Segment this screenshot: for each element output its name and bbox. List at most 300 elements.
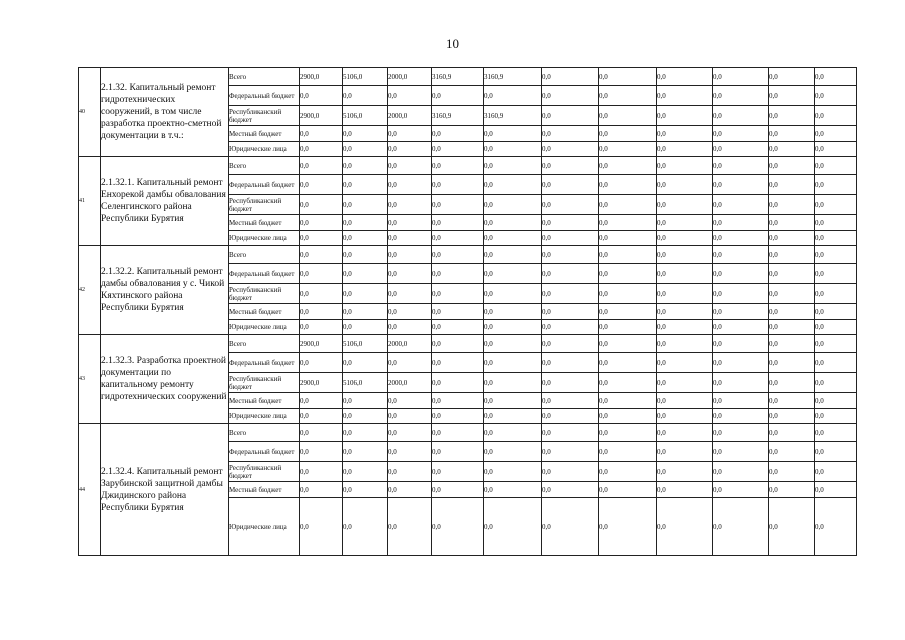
value-cell: 0,0 <box>484 335 542 353</box>
value-cell: 0,0 <box>599 157 657 175</box>
value-cell: 0,0 <box>343 86 388 106</box>
value-cell: 2000,0 <box>388 106 432 126</box>
value-cell: 0,0 <box>432 284 484 304</box>
value-cell: 0,0 <box>713 175 769 195</box>
value-cell: 0,0 <box>815 195 857 215</box>
value-cell: 0,0 <box>542 195 599 215</box>
value-cell: 0,0 <box>484 284 542 304</box>
value-cell: 0,0 <box>484 482 542 498</box>
value-cell: 0,0 <box>432 157 484 175</box>
value-cell: 0,0 <box>542 498 599 556</box>
row-number: 40 <box>79 68 101 157</box>
value-cell: 0,0 <box>657 320 713 335</box>
value-cell: 0,0 <box>388 175 432 195</box>
value-cell: 0,0 <box>343 462 388 482</box>
row-number: 44 <box>79 424 101 556</box>
value-cell: 0,0 <box>815 498 857 556</box>
value-cell: 2900,0 <box>300 68 343 86</box>
value-cell: 0,0 <box>769 142 815 157</box>
row-number: 43 <box>79 335 101 424</box>
value-cell: 0,0 <box>300 482 343 498</box>
value-cell: 0,0 <box>432 393 484 409</box>
value-cell: 3160,9 <box>432 68 484 86</box>
value-cell: 0,0 <box>713 264 769 284</box>
value-cell: 0,0 <box>432 482 484 498</box>
funding-source: Юридические лица <box>229 142 300 157</box>
value-cell: 0,0 <box>599 320 657 335</box>
table-row <box>79 246 857 264</box>
value-cell: 0,0 <box>300 284 343 304</box>
value-cell: 0,0 <box>300 215 343 231</box>
value-cell: 0,0 <box>432 424 484 442</box>
measure-name: 2.1.32.4. Капитальный ремонт Зарубинской защитной дамбы Джидинского района Республики Бурятия <box>101 424 229 556</box>
funding-source: Юридические лица <box>229 409 300 424</box>
value-cell: 0,0 <box>432 126 484 142</box>
funding-source: Всего <box>229 246 300 264</box>
value-cell: 0,0 <box>432 231 484 246</box>
value-cell: 0,0 <box>388 320 432 335</box>
value-cell: 0,0 <box>599 86 657 106</box>
value-cell: 2900,0 <box>300 106 343 126</box>
value-cell: 0,0 <box>484 264 542 284</box>
funding-source: Республиканский бюджет <box>229 462 300 482</box>
value-cell: 0,0 <box>300 353 343 373</box>
value-cell: 0,0 <box>432 264 484 284</box>
value-cell: 3160,9 <box>432 106 484 126</box>
value-cell: 0,0 <box>713 231 769 246</box>
value-cell: 0,0 <box>542 320 599 335</box>
value-cell: 0,0 <box>542 142 599 157</box>
value-cell: 0,0 <box>542 393 599 409</box>
value-cell: 0,0 <box>599 462 657 482</box>
value-cell: 0,0 <box>769 195 815 215</box>
value-cell: 0,0 <box>432 246 484 264</box>
value-cell: 0,0 <box>815 106 857 126</box>
value-cell: 0,0 <box>599 409 657 424</box>
value-cell: 0,0 <box>542 373 599 393</box>
value-cell: 0,0 <box>769 215 815 231</box>
value-cell: 0,0 <box>713 462 769 482</box>
value-cell: 0,0 <box>657 424 713 442</box>
value-cell: 0,0 <box>713 126 769 142</box>
value-cell: 0,0 <box>657 264 713 284</box>
value-cell: 0,0 <box>657 462 713 482</box>
funding-source: Всего <box>229 68 300 86</box>
value-cell: 0,0 <box>713 86 769 106</box>
value-cell: 0,0 <box>599 195 657 215</box>
value-cell: 0,0 <box>388 409 432 424</box>
value-cell: 0,0 <box>432 409 484 424</box>
value-cell: 0,0 <box>388 498 432 556</box>
value-cell: 0,0 <box>657 304 713 320</box>
value-cell: 0,0 <box>657 284 713 304</box>
value-cell: 0,0 <box>484 195 542 215</box>
value-cell: 0,0 <box>657 195 713 215</box>
value-cell: 0,0 <box>815 353 857 373</box>
value-cell: 0,0 <box>769 264 815 284</box>
value-cell: 0,0 <box>599 482 657 498</box>
value-cell: 0,0 <box>713 335 769 353</box>
value-cell: 0,0 <box>432 175 484 195</box>
value-cell: 0,0 <box>815 320 857 335</box>
value-cell: 0,0 <box>769 424 815 442</box>
funding-source: Федеральный бюджет <box>229 353 300 373</box>
value-cell: 0,0 <box>599 231 657 246</box>
value-cell: 0,0 <box>713 498 769 556</box>
value-cell: 0,0 <box>815 335 857 353</box>
value-cell: 0,0 <box>769 442 815 462</box>
value-cell: 0,0 <box>343 409 388 424</box>
funding-source: Федеральный бюджет <box>229 86 300 106</box>
value-cell: 0,0 <box>432 442 484 462</box>
value-cell: 0,0 <box>657 126 713 142</box>
value-cell: 0,0 <box>769 106 815 126</box>
value-cell: 0,0 <box>343 424 388 442</box>
value-cell: 0,0 <box>542 215 599 231</box>
value-cell: 0,0 <box>388 462 432 482</box>
value-cell: 0,0 <box>599 68 657 86</box>
value-cell: 0,0 <box>388 304 432 320</box>
funding-source: Всего <box>229 157 300 175</box>
value-cell: 0,0 <box>432 373 484 393</box>
value-cell: 0,0 <box>343 246 388 264</box>
value-cell: 0,0 <box>599 393 657 409</box>
value-cell: 2900,0 <box>300 373 343 393</box>
row-number: 42 <box>79 246 101 335</box>
value-cell: 0,0 <box>300 498 343 556</box>
value-cell: 0,0 <box>343 442 388 462</box>
table-body <box>79 68 857 556</box>
value-cell: 0,0 <box>657 106 713 126</box>
value-cell: 3160,9 <box>484 106 542 126</box>
value-cell: 0,0 <box>432 86 484 106</box>
value-cell: 0,0 <box>388 424 432 442</box>
funding-source: Республиканский бюджет <box>229 106 300 126</box>
funding-source: Местный бюджет <box>229 393 300 409</box>
value-cell: 0,0 <box>599 175 657 195</box>
measure-name: 2.1.32.2. Капитальный ремонт дамбы обвалования у с. Чикой Кяхтинского района Республики Бурятия <box>101 246 229 335</box>
value-cell: 0,0 <box>388 442 432 462</box>
value-cell: 0,0 <box>484 126 542 142</box>
value-cell: 0,0 <box>599 246 657 264</box>
funding-source: Республиканский бюджет <box>229 373 300 393</box>
value-cell: 0,0 <box>713 195 769 215</box>
value-cell: 0,0 <box>343 264 388 284</box>
value-cell: 0,0 <box>599 373 657 393</box>
value-cell: 0,0 <box>343 304 388 320</box>
measure-name: 2.1.32. Капитальный ремонт гидротехнических сооружений, в том числе разработка проектно-сметной документации в т.ч.: <box>101 68 229 157</box>
value-cell: 2900,0 <box>300 335 343 353</box>
value-cell: 0,0 <box>542 284 599 304</box>
value-cell: 0,0 <box>769 86 815 106</box>
value-cell: 0,0 <box>388 231 432 246</box>
funding-source: Республиканский бюджет <box>229 195 300 215</box>
value-cell: 0,0 <box>343 215 388 231</box>
value-cell: 0,0 <box>388 284 432 304</box>
value-cell: 0,0 <box>815 409 857 424</box>
funding-source: Местный бюджет <box>229 482 300 498</box>
value-cell: 0,0 <box>815 246 857 264</box>
value-cell: 0,0 <box>484 246 542 264</box>
value-cell: 0,0 <box>815 482 857 498</box>
value-cell: 0,0 <box>542 246 599 264</box>
value-cell: 0,0 <box>769 284 815 304</box>
value-cell: 0,0 <box>484 175 542 195</box>
value-cell: 0,0 <box>388 86 432 106</box>
value-cell: 0,0 <box>388 482 432 498</box>
table-row <box>79 68 857 86</box>
value-cell: 0,0 <box>388 264 432 284</box>
measure-name: 2.1.32.1. Капитальный ремонт Енхорекой дамбы обвалования Селенгинского района Республики Бурятия <box>101 157 229 246</box>
funding-source: Республиканский бюджет <box>229 284 300 304</box>
funding-source: Местный бюджет <box>229 215 300 231</box>
funding-source: Юридические лица <box>229 320 300 335</box>
value-cell: 0,0 <box>815 373 857 393</box>
value-cell: 0,0 <box>657 498 713 556</box>
value-cell: 0,0 <box>599 264 657 284</box>
value-cell: 0,0 <box>713 284 769 304</box>
value-cell: 0,0 <box>713 246 769 264</box>
value-cell: 0,0 <box>343 157 388 175</box>
value-cell: 0,0 <box>432 462 484 482</box>
value-cell: 0,0 <box>769 231 815 246</box>
value-cell: 0,0 <box>769 246 815 264</box>
value-cell: 0,0 <box>599 335 657 353</box>
value-cell: 0,0 <box>657 142 713 157</box>
value-cell: 0,0 <box>484 215 542 231</box>
funding-source: Всего <box>229 424 300 442</box>
value-cell: 0,0 <box>769 373 815 393</box>
value-cell: 0,0 <box>542 353 599 373</box>
value-cell: 5106,0 <box>343 373 388 393</box>
funding-source: Федеральный бюджет <box>229 264 300 284</box>
value-cell: 0,0 <box>484 498 542 556</box>
funding-source: Юридические лица <box>229 231 300 246</box>
value-cell: 5106,0 <box>343 106 388 126</box>
value-cell: 0,0 <box>432 142 484 157</box>
table-row <box>79 157 857 175</box>
value-cell: 0,0 <box>343 284 388 304</box>
value-cell: 0,0 <box>343 175 388 195</box>
value-cell: 0,0 <box>599 424 657 442</box>
value-cell: 0,0 <box>815 231 857 246</box>
value-cell: 0,0 <box>713 424 769 442</box>
value-cell: 3160,9 <box>484 68 542 86</box>
value-cell: 0,0 <box>769 462 815 482</box>
value-cell: 0,0 <box>484 442 542 462</box>
value-cell: 0,0 <box>343 126 388 142</box>
value-cell: 0,0 <box>542 482 599 498</box>
value-cell: 0,0 <box>769 304 815 320</box>
value-cell: 0,0 <box>713 142 769 157</box>
value-cell: 0,0 <box>599 498 657 556</box>
value-cell: 2000,0 <box>388 68 432 86</box>
value-cell: 0,0 <box>599 215 657 231</box>
value-cell: 0,0 <box>300 393 343 409</box>
value-cell: 0,0 <box>815 264 857 284</box>
value-cell: 0,0 <box>815 142 857 157</box>
value-cell: 0,0 <box>432 353 484 373</box>
value-cell: 0,0 <box>300 320 343 335</box>
value-cell: 0,0 <box>713 215 769 231</box>
value-cell: 0,0 <box>300 175 343 195</box>
value-cell: 5106,0 <box>343 68 388 86</box>
value-cell: 0,0 <box>343 498 388 556</box>
value-cell: 0,0 <box>388 157 432 175</box>
value-cell: 0,0 <box>599 353 657 373</box>
value-cell: 0,0 <box>388 393 432 409</box>
value-cell: 0,0 <box>769 393 815 409</box>
value-cell: 0,0 <box>542 175 599 195</box>
value-cell: 0,0 <box>599 106 657 126</box>
value-cell: 0,0 <box>815 442 857 462</box>
value-cell: 0,0 <box>769 320 815 335</box>
value-cell: 0,0 <box>769 482 815 498</box>
value-cell: 0,0 <box>769 335 815 353</box>
value-cell: 0,0 <box>657 335 713 353</box>
value-cell: 0,0 <box>815 304 857 320</box>
table-row <box>79 424 857 442</box>
value-cell: 0,0 <box>657 373 713 393</box>
value-cell: 0,0 <box>599 304 657 320</box>
value-cell: 0,0 <box>815 175 857 195</box>
funding-source: Местный бюджет <box>229 126 300 142</box>
row-number: 41 <box>79 157 101 246</box>
value-cell: 0,0 <box>300 442 343 462</box>
value-cell: 0,0 <box>300 304 343 320</box>
value-cell: 0,0 <box>769 175 815 195</box>
value-cell: 0,0 <box>815 462 857 482</box>
value-cell: 0,0 <box>432 320 484 335</box>
value-cell: 0,0 <box>484 157 542 175</box>
value-cell: 0,0 <box>484 320 542 335</box>
value-cell: 0,0 <box>815 424 857 442</box>
value-cell: 0,0 <box>343 320 388 335</box>
value-cell: 0,0 <box>388 126 432 142</box>
value-cell: 0,0 <box>815 284 857 304</box>
value-cell: 0,0 <box>599 126 657 142</box>
value-cell: 0,0 <box>343 231 388 246</box>
value-cell: 0,0 <box>343 142 388 157</box>
value-cell: 0,0 <box>432 215 484 231</box>
value-cell: 0,0 <box>713 68 769 86</box>
value-cell: 0,0 <box>300 126 343 142</box>
value-cell: 0,0 <box>542 264 599 284</box>
value-cell: 0,0 <box>815 68 857 86</box>
value-cell: 0,0 <box>542 424 599 442</box>
value-cell: 0,0 <box>432 335 484 353</box>
value-cell: 0,0 <box>815 393 857 409</box>
value-cell: 0,0 <box>388 215 432 231</box>
value-cell: 0,0 <box>432 195 484 215</box>
value-cell: 0,0 <box>484 393 542 409</box>
value-cell: 0,0 <box>343 353 388 373</box>
value-cell: 0,0 <box>657 157 713 175</box>
value-cell: 0,0 <box>542 409 599 424</box>
value-cell: 0,0 <box>542 231 599 246</box>
value-cell: 0,0 <box>432 304 484 320</box>
value-cell: 0,0 <box>484 86 542 106</box>
value-cell: 0,0 <box>713 320 769 335</box>
value-cell: 0,0 <box>300 409 343 424</box>
value-cell: 0,0 <box>388 353 432 373</box>
value-cell: 0,0 <box>713 393 769 409</box>
value-cell: 0,0 <box>343 393 388 409</box>
value-cell: 0,0 <box>769 126 815 142</box>
value-cell: 0,0 <box>300 86 343 106</box>
value-cell: 0,0 <box>815 215 857 231</box>
value-cell: 0,0 <box>542 157 599 175</box>
funding-source: Федеральный бюджет <box>229 175 300 195</box>
value-cell: 0,0 <box>484 231 542 246</box>
value-cell: 0,0 <box>657 231 713 246</box>
value-cell: 0,0 <box>484 142 542 157</box>
value-cell: 0,0 <box>542 68 599 86</box>
value-cell: 0,0 <box>300 246 343 264</box>
value-cell: 0,0 <box>657 482 713 498</box>
value-cell: 0,0 <box>484 373 542 393</box>
page-number: 10 <box>446 36 459 51</box>
value-cell: 0,0 <box>484 424 542 442</box>
value-cell: 0,0 <box>657 393 713 409</box>
funding-source: Местный бюджет <box>229 304 300 320</box>
value-cell: 0,0 <box>713 482 769 498</box>
measure-name: 2.1.32.3. Разработка проектной документации по капитальному ремонту гидротехнических сооружений <box>101 335 229 424</box>
value-cell: 0,0 <box>713 157 769 175</box>
value-cell: 0,0 <box>432 498 484 556</box>
value-cell: 0,0 <box>769 157 815 175</box>
budget-table <box>78 67 857 556</box>
value-cell: 0,0 <box>657 68 713 86</box>
value-cell: 0,0 <box>300 157 343 175</box>
value-cell: 0,0 <box>484 462 542 482</box>
value-cell: 0,0 <box>657 86 713 106</box>
value-cell: 0,0 <box>300 424 343 442</box>
value-cell: 0,0 <box>713 106 769 126</box>
value-cell: 0,0 <box>300 231 343 246</box>
value-cell: 5106,0 <box>343 335 388 353</box>
value-cell: 0,0 <box>542 126 599 142</box>
value-cell: 0,0 <box>343 195 388 215</box>
value-cell: 0,0 <box>657 353 713 373</box>
value-cell: 0,0 <box>599 442 657 462</box>
value-cell: 0,0 <box>300 462 343 482</box>
value-cell: 0,0 <box>388 246 432 264</box>
value-cell: 2000,0 <box>388 335 432 353</box>
value-cell: 0,0 <box>657 215 713 231</box>
funding-source: Федеральный бюджет <box>229 442 300 462</box>
value-cell: 0,0 <box>769 498 815 556</box>
value-cell: 2000,0 <box>388 373 432 393</box>
value-cell: 0,0 <box>657 175 713 195</box>
value-cell: 0,0 <box>713 373 769 393</box>
value-cell: 0,0 <box>542 304 599 320</box>
funding-source: Юридические лица <box>229 498 300 556</box>
value-cell: 0,0 <box>484 304 542 320</box>
value-cell: 0,0 <box>815 86 857 106</box>
value-cell: 0,0 <box>815 157 857 175</box>
value-cell: 0,0 <box>815 126 857 142</box>
value-cell: 0,0 <box>542 462 599 482</box>
value-cell: 0,0 <box>300 142 343 157</box>
value-cell: 0,0 <box>484 409 542 424</box>
value-cell: 0,0 <box>657 409 713 424</box>
value-cell: 0,0 <box>599 142 657 157</box>
value-cell: 0,0 <box>484 353 542 373</box>
value-cell: 0,0 <box>713 442 769 462</box>
value-cell: 0,0 <box>657 246 713 264</box>
value-cell: 0,0 <box>542 442 599 462</box>
